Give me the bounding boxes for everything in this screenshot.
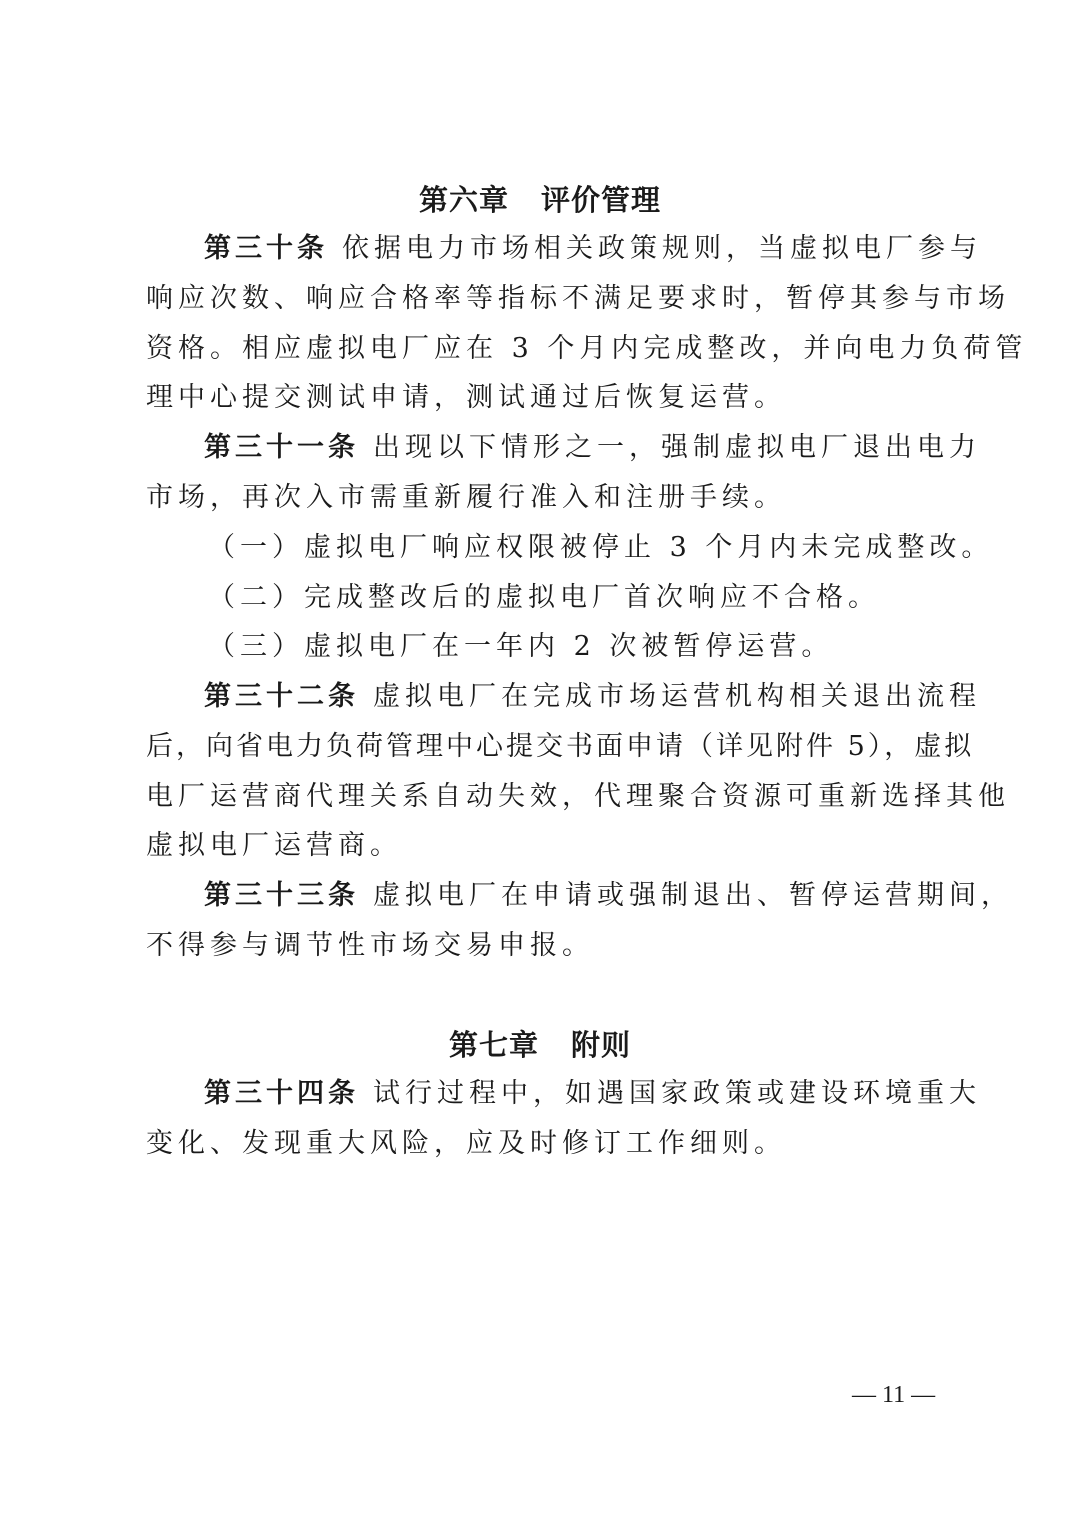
article-31-line-1 (204, 423, 981, 473)
chapter-number: 第七章 (448, 1028, 539, 1062)
article-label: 第三十条 (204, 233, 328, 264)
article-30-line-2: 响应次数、响应合格率等指标不满足要求时，暂停其参与市场 (146, 283, 1010, 314)
article-text: 出现以下情形之一，强制虚拟电厂退出电力 (373, 432, 981, 463)
chapter-heading (0, 175, 1080, 225)
article-label: 第三十三条 (204, 880, 359, 911)
article-text: 依据电力市场相关政策规则，当虚拟电厂参与 (342, 233, 982, 264)
article-34-line-2: 变化、发现重大风险，应及时修订工作细则。 (146, 1128, 786, 1159)
article-label: 第三十四条 (204, 1078, 359, 1109)
article-32-line-2: 后，向省电力负荷管理中心提交书面申请（详见附件 5），虚拟 (146, 731, 975, 762)
article-text: 虚拟电厂在申请或强制退出、暂停运营期间， (373, 880, 1013, 911)
article-30-line-3: 资格。相应虚拟电厂应在 3 个月内完成整改，并向电力负荷管 (146, 333, 1028, 364)
article-31-line-2: 市场，再次入市需重新履行准入和注册手续。 (146, 482, 786, 513)
chapter-heading (0, 1020, 1080, 1070)
chapter-title: 评价管理 (541, 183, 662, 217)
article-33-line-1 (204, 871, 1013, 921)
article-31-item-3: （三）虚拟电厂在一年内 2 次被暂停运营。 (208, 631, 834, 662)
article-34-line-1 (204, 1069, 981, 1119)
article-33-line-2: 不得参与调节性市场交易申报。 (146, 930, 594, 961)
article-label: 第三十一条 (204, 432, 359, 463)
article-text: 虚拟电厂在完成市场运营机构相关退出流程 (373, 681, 981, 712)
chapter-title: 附则 (571, 1028, 632, 1062)
article-30-line-1 (204, 224, 982, 274)
page-number: — 11 — (852, 1382, 936, 1408)
article-32-line-1 (204, 672, 981, 722)
article-31-item-1: （一）虚拟电厂响应权限被停止 3 个月内未完成整改。 (208, 532, 994, 563)
article-label: 第三十二条 (204, 681, 359, 712)
article-30-line-4: 理中心提交测试申请，测试通过后恢复运营。 (146, 382, 786, 413)
chapter-number: 第六章 (418, 183, 509, 217)
article-31-item-2: （二）完成整改后的虚拟电厂首次响应不合格。 (208, 582, 880, 613)
article-32-line-3: 电厂运营商代理关系自动失效，代理聚合资源可重新选择其他 (146, 781, 1010, 812)
article-text: 试行过程中，如遇国家政策或建设环境重大 (373, 1078, 981, 1109)
article-32-line-4: 虚拟电厂运营商。 (146, 830, 402, 861)
